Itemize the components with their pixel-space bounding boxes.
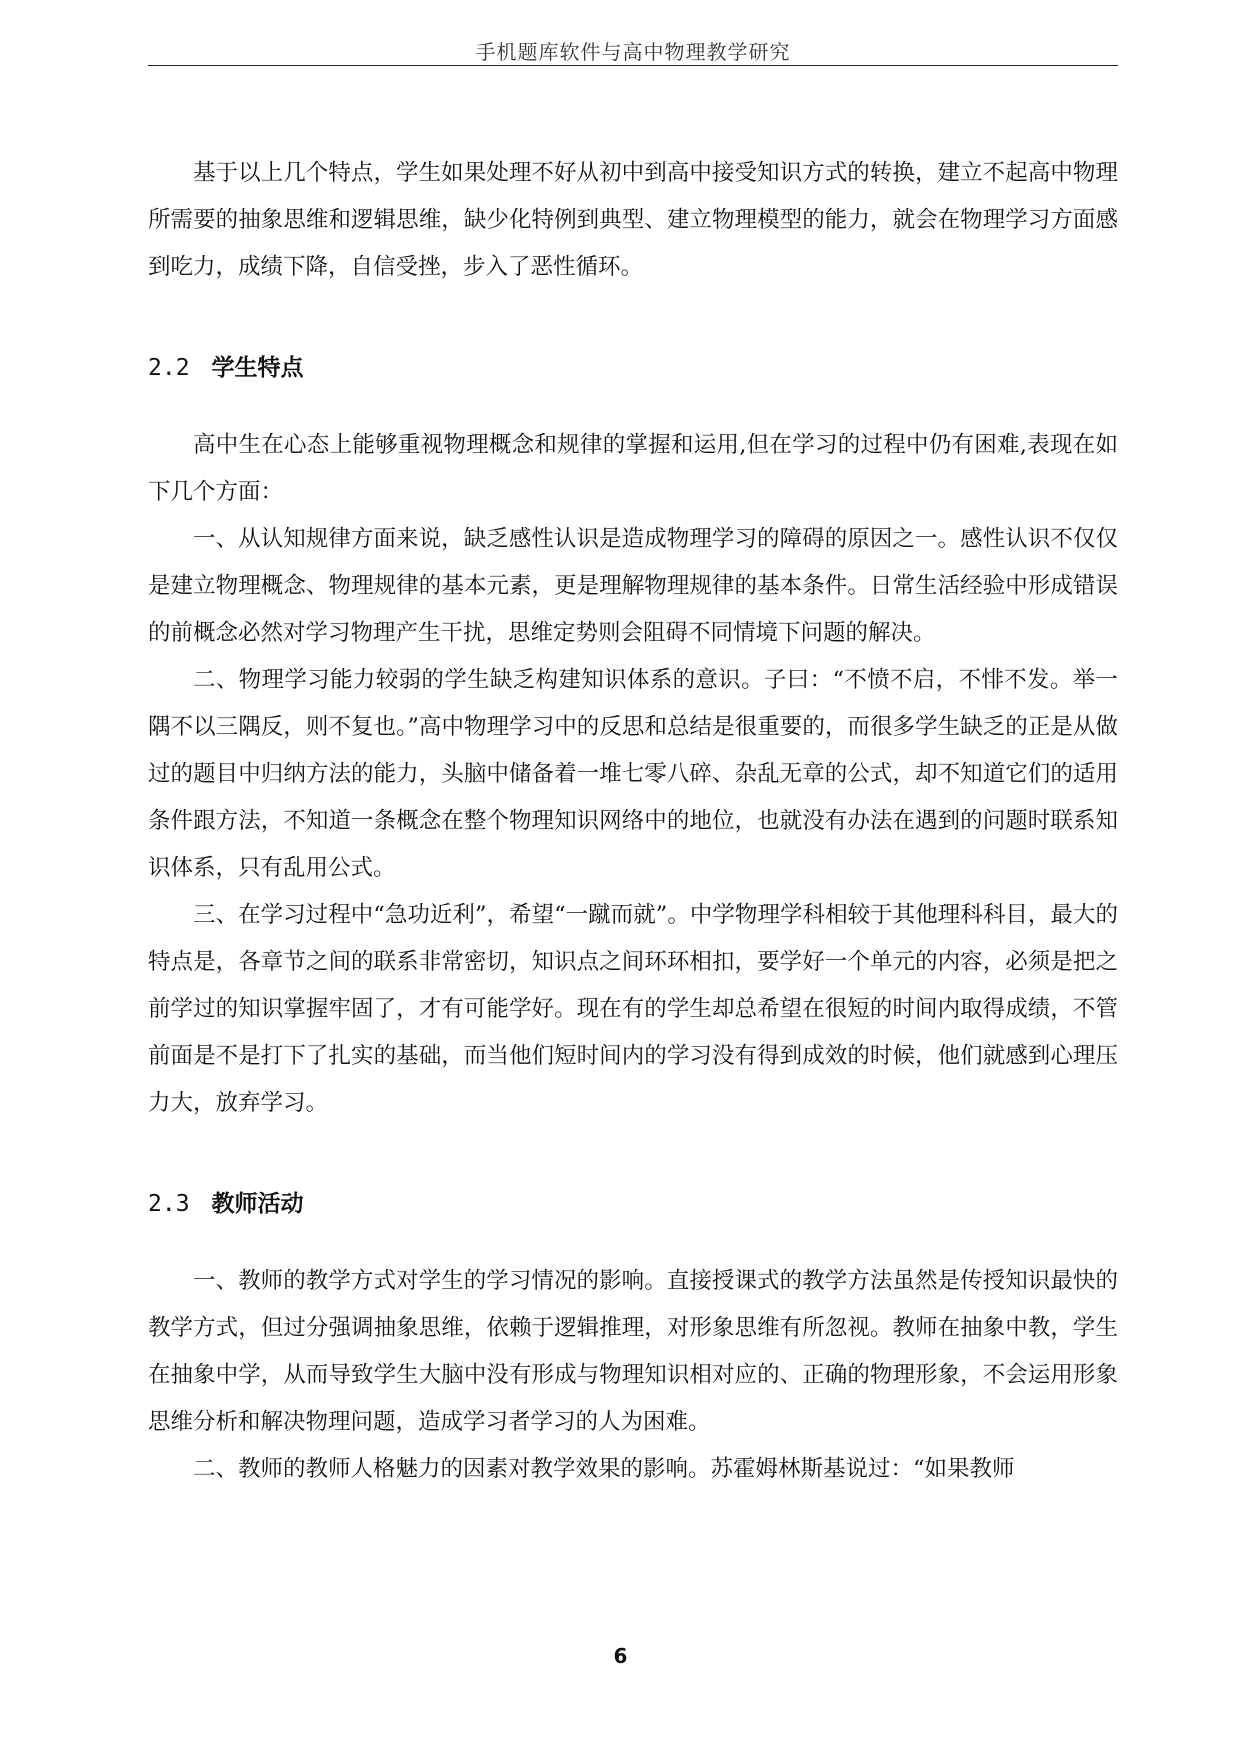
section-number: 2.3 xyxy=(148,1191,190,1217)
section-title: 教师活动 xyxy=(211,1191,304,1217)
paragraph: 高中生在心态上能够重视物理概念和规律的掌握和运用,但在学习的过程中仍有困难,表现在如下几个方面： xyxy=(148,432,1118,505)
header-rule xyxy=(148,65,1118,66)
paragraph: 三、在学习过程中“急功近利”，希望“一蹴而就”。中学物理学科相较于其他理科科目，最大的特点是，各章节之间的联系非常密切，知识点之间环环相扣，要学好一个单元的内容，必须是把之前学过的知识掌握牢固了，才有可能学好。现在有的学生却总希望在很短的时间内取得成绩，不管前面是不是打下了扎实的基础，而当他们短时间内的学习没有得到成效的时候，他们就感到心理压力大，放弃学习。 xyxy=(148,902,1118,1116)
section-heading-2-3 xyxy=(148,1181,1118,1228)
page-body xyxy=(148,150,1118,1493)
section-number: 2.2 xyxy=(148,355,190,381)
paragraph: 二、物理学习能力较弱的学生缺乏构建知识体系的意识。子曰：“不愤不启，不悱不发。举一隅不以三隅反，则不复也。”高中物理学习中的反思和总结是很重要的，而很多学生缺乏的正是从做过的题目中归纳方法的能力，头脑中储备着一堆七零八碎、杂乱无章的公式，却不知道它们的适用条件跟方法，不知道一条概念在整个物理知识网络中的地位，也就没有办法在遇到的问题时联系知识体系，只有乱用公式。 xyxy=(148,667,1118,881)
page-number: 6 xyxy=(613,1644,628,1668)
section-heading-2-2 xyxy=(148,345,1118,392)
running-header: 手机题库软件与高中物理教学研究 xyxy=(475,40,791,64)
section-title: 学生特点 xyxy=(211,355,304,381)
paragraph: 一、从认知规律方面来说，缺乏感性认识是造成物理学习的障碍的原因之一。感性认识不仅仅是建立物理概念、物理规律的基本元素，更是理解物理规律的基本条件。日常生活经验中形成错误的前概念必然对学习物理产生干扰，思维定势则会阻碍不同情境下问题的解决。 xyxy=(148,526,1118,646)
paragraph: 一、教师的教学方式对学生的学习情况的影响。直接授课式的教学方法虽然是传授知识最快的教学方式，但过分强调抽象思维，依赖于逻辑推理，对形象思维有所忽视。教师在抽象中教，学生在抽象中学，从而导致学生大脑中没有形成与物理知识相对应的、正确的物理形象，不会运用形象思维分析和解决物理问题，造成学习者学习的人为困难。 xyxy=(148,1268,1118,1435)
paragraph: 二、教师的教师人格魅力的因素对教学效果的影响。苏霍姆林斯基说过：“如果教师 xyxy=(193,1456,1015,1482)
paragraph: 基于以上几个特点，学生如果处理不好从初中到高中接受知识方式的转换，建立不起高中物理所需要的抽象思维和逻辑思维，缺少化特例到典型、建立物理模型的能力，就会在物理学习方面感到吃力，成绩下降，自信受挫，步入了恶性循环。 xyxy=(148,160,1118,280)
